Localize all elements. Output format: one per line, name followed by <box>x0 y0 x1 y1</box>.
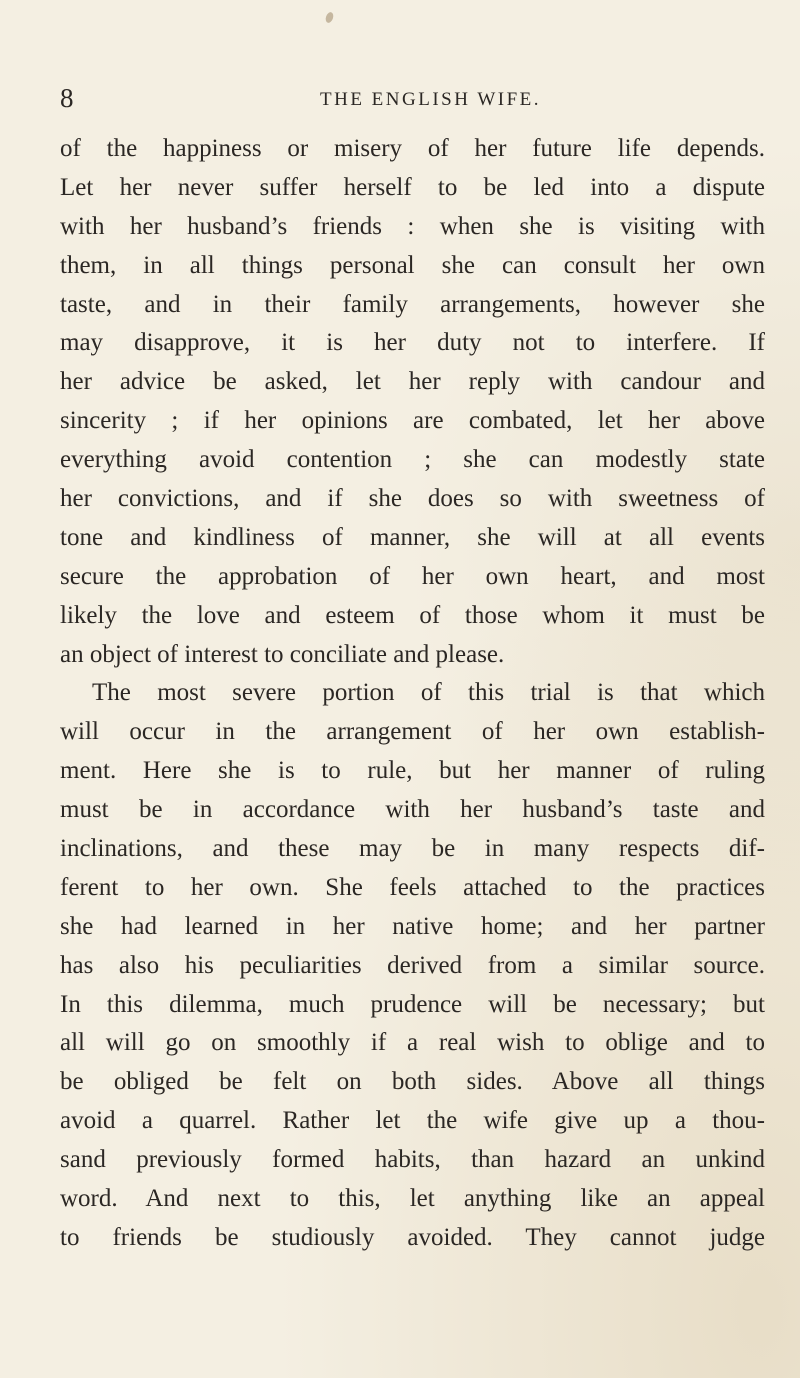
text-line: everything avoid contention ; she can modestly state <box>60 446 765 474</box>
text-line: her advice be asked, let her reply with candour and <box>60 368 765 396</box>
page-number: 8 <box>60 83 74 113</box>
body-text <box>60 130 765 1258</box>
paper-spot <box>324 11 334 24</box>
text-line: Let her never suffer herself to be led into a dispute <box>60 173 765 201</box>
text-line: must be in accordance with her husband’s taste and <box>60 796 765 824</box>
page-header <box>60 80 760 116</box>
text-line: inclinations, and these may be in many respects dif- <box>60 835 765 863</box>
text-line: word. And next to this, let anything like an appeal <box>60 1185 765 1213</box>
text-line: likely the love and esteem of those whom it must be <box>60 601 765 629</box>
text-line: The most severe portion of this trial is that which <box>92 679 765 707</box>
text-line: an object of interest to conciliate and please. <box>60 640 505 668</box>
text-line: has also his peculiarities derived from a similar source. <box>60 951 765 979</box>
text-line: to friends be studiously avoided. They cannot judge <box>60 1223 765 1251</box>
text-line: may disapprove, it is her duty not to interfere. If <box>60 329 765 357</box>
running-head: THE ENGLISH WIFE. <box>320 89 542 110</box>
text-line: ferent to her own. She feels attached to the practices <box>60 873 765 901</box>
text-line: them, in all things personal she can consult her own <box>60 251 765 279</box>
text-line: secure the approbation of her own heart, and most <box>60 562 765 590</box>
text-line: all will go on smoothly if a real wish to oblige and to <box>60 1029 765 1057</box>
text-line: ment. Here she is to rule, but her manner of ruling <box>60 757 765 785</box>
text-line: of the happiness or misery of her future life depends. <box>60 135 765 162</box>
text-line: avoid a quarrel. Rather let the wife give up a thou- <box>60 1107 765 1135</box>
text-line: with her husband’s friends : when she is visiting with <box>60 212 765 240</box>
text-line: she had learned in her native home; and her partner <box>60 912 765 940</box>
text-line: taste, and in their family arrangements, however she <box>60 290 765 318</box>
text-line: be obliged be felt on both sides. Above all things <box>60 1068 765 1096</box>
text-line: tone and kindliness of manner, she will at all events <box>60 523 765 551</box>
text-line: In this dilemma, much prudence will be necessary; but <box>60 990 765 1018</box>
text-line: will occur in the arrangement of her own establish- <box>60 718 765 746</box>
text-line: her convictions, and if she does so with sweetness of <box>60 485 765 513</box>
text-line: sincerity ; if her opinions are combated, let her above <box>60 407 765 435</box>
text-line: sand previously formed habits, than hazard an unkind <box>60 1146 765 1174</box>
